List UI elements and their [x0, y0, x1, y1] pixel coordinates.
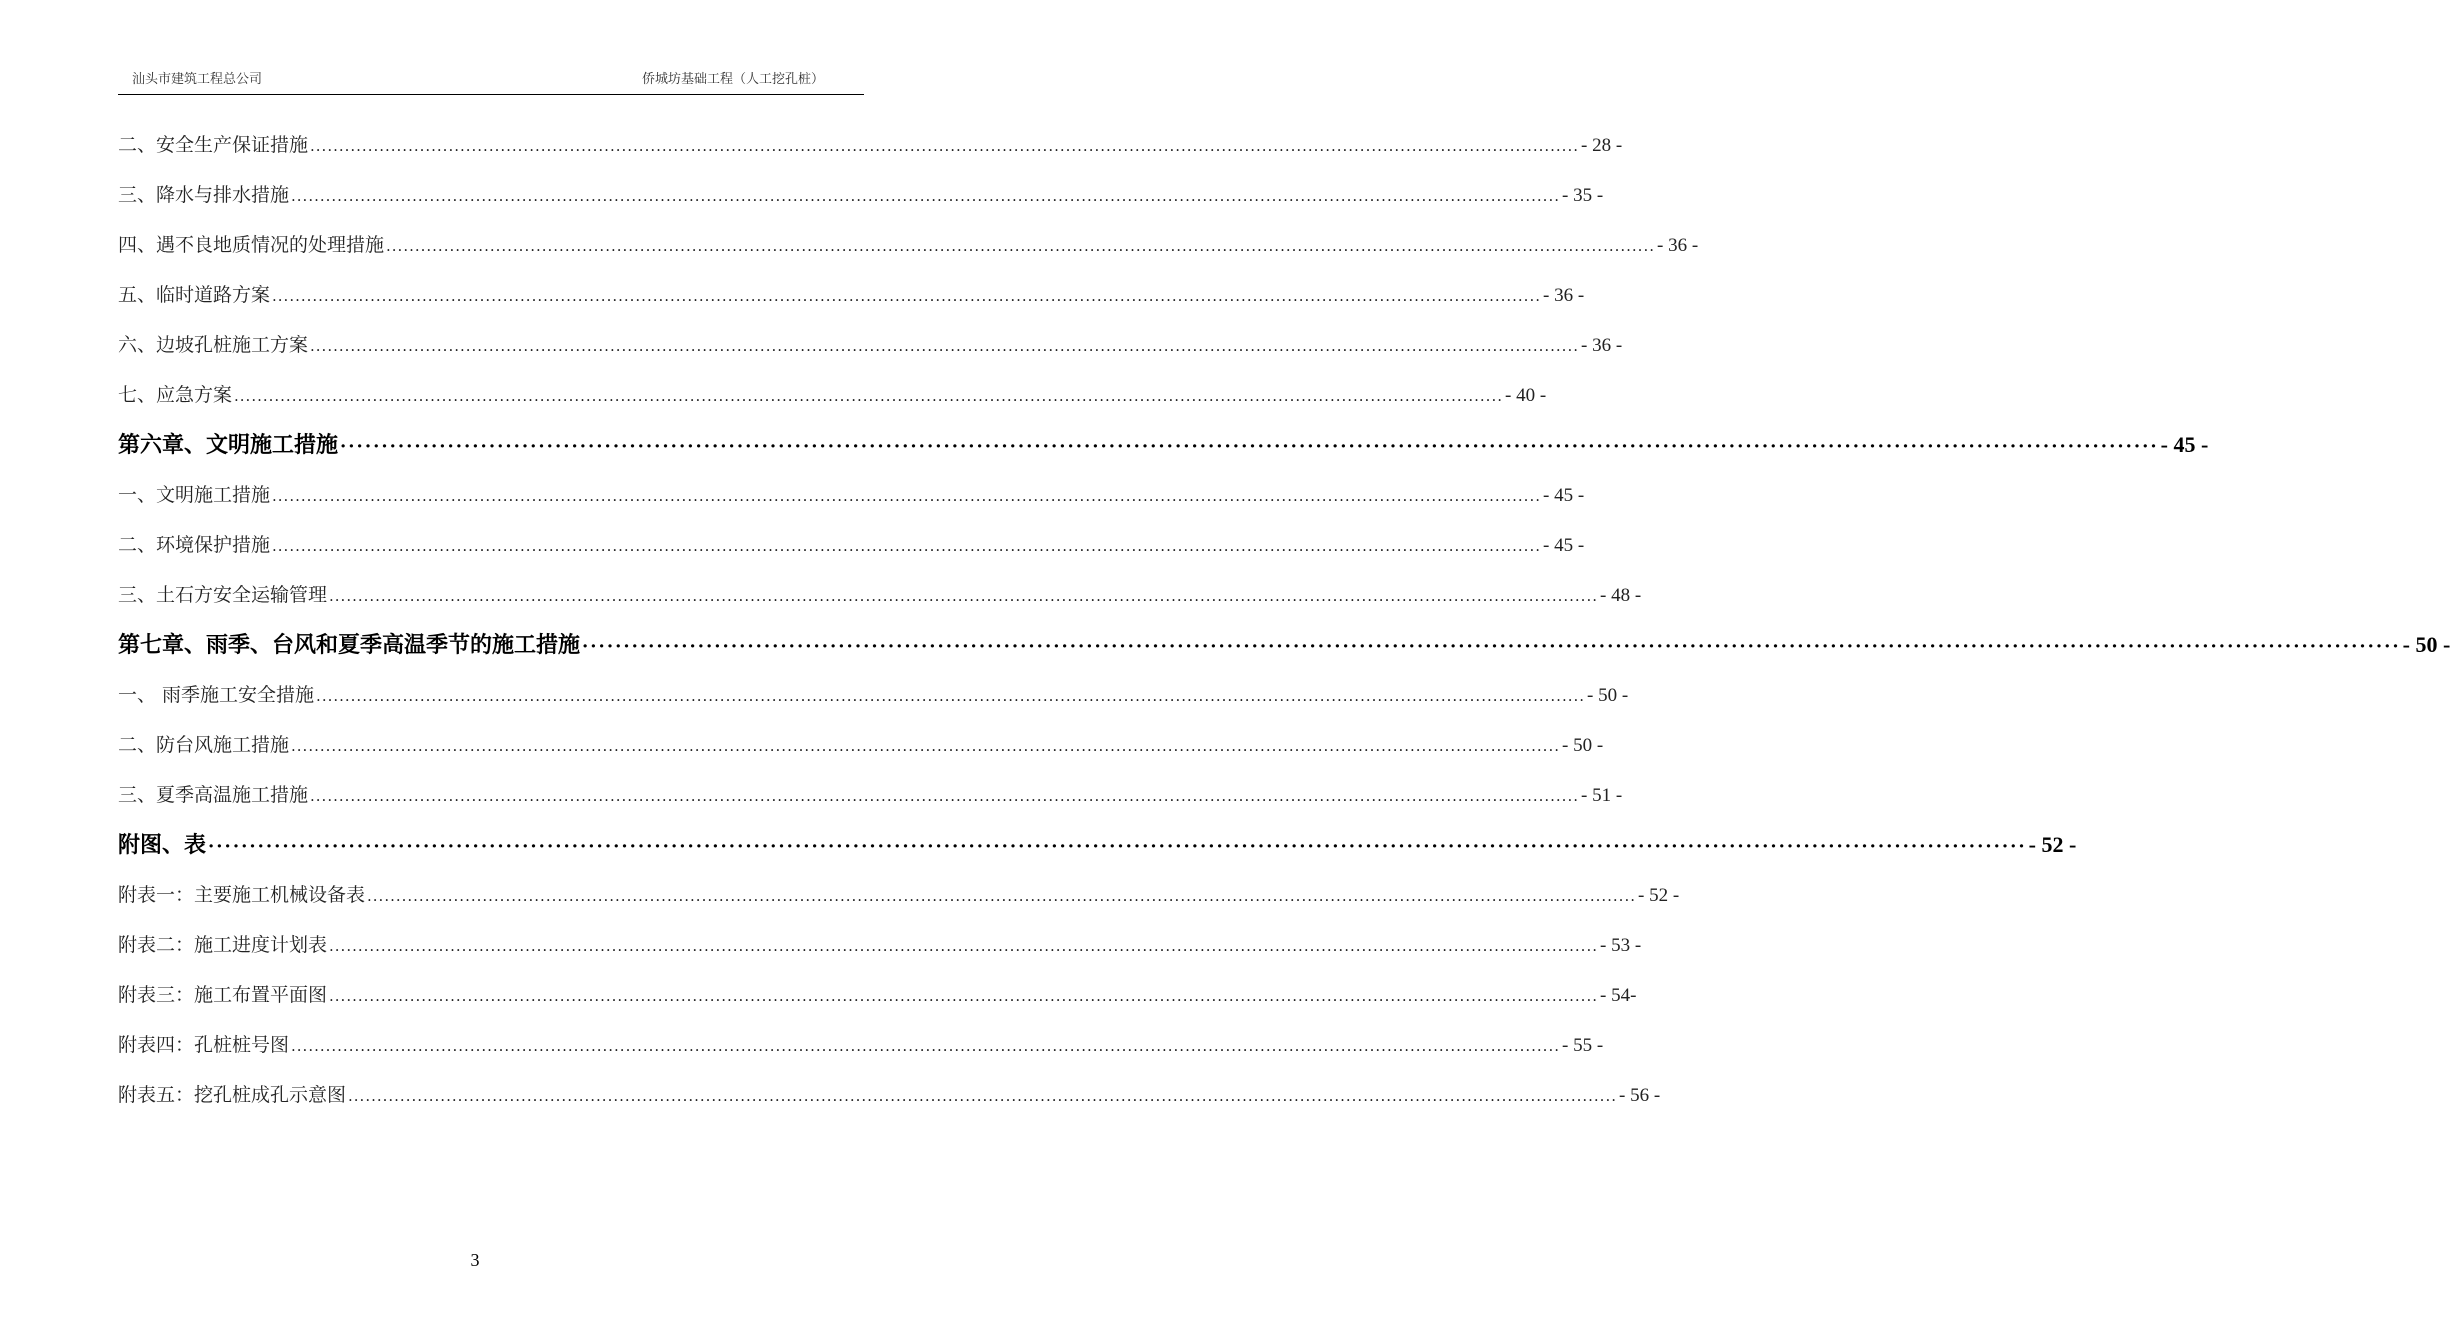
toc-entry-title: 附表三：施工布置平面图: [118, 984, 328, 1006]
toc-entry-page: - 55 -: [1562, 1035, 1604, 1056]
toc-entry-page: - 52 -: [2028, 832, 2077, 857]
toc-dot-leader: ............................................................................................................................................................................................................................: [310, 787, 1579, 805]
toc-entry-page: - 36 -: [1657, 235, 1699, 256]
page-header: [118, 64, 864, 95]
toc-dot-leader: ............................................................................................................................................................................................................................: [348, 1087, 1617, 1105]
toc-entry[interactable]: [118, 978, 1637, 1028]
toc-entry-page: - 45 -: [1543, 485, 1585, 506]
toc-entry-title: 附表一：主要施工机械设备表: [118, 884, 366, 906]
toc-entry[interactable]: [118, 378, 1547, 428]
toc-entry-page: - 48 -: [1600, 585, 1642, 606]
toc-entry-page: - 53 -: [1600, 935, 1642, 956]
toc-chapter-entry[interactable]: [118, 828, 2077, 878]
toc-entry-page: - 52 -: [1638, 885, 1680, 906]
toc-entry-page: - 36 -: [1581, 335, 1623, 356]
table-of-contents: [118, 128, 2450, 1128]
toc-entry-title: 二、防台风施工措施: [118, 734, 290, 756]
toc-entry-title: 三、降水与排水措施: [118, 184, 290, 206]
toc-entry-page: - 56 -: [1619, 1085, 1661, 1106]
toc-dot-leader: ............................................................................................................................................................................................................................: [272, 487, 1541, 505]
toc-dot-leader: ............................................................................................................................................................................................................................: [272, 287, 1541, 305]
toc-dot-leader: ............................................................................................................................................................................................................................: [386, 237, 1655, 255]
toc-entry-title: 二、环境保护措施: [118, 534, 271, 556]
toc-entry-title: 第七章、雨季、台风和夏季高温季节的施工措施: [118, 632, 581, 658]
toc-dot-leader: ............................................................................................................................................................................................................................: [291, 737, 1560, 755]
toc-dot-leader: ............................................................................................................................................................................................................................: [329, 937, 1598, 955]
toc-entry[interactable]: [118, 578, 1642, 628]
toc-dot-leader: ............................................................................................................................................................................................................................: [316, 687, 1586, 705]
toc-entry[interactable]: [118, 228, 1699, 278]
toc-entry-title: 附表二：施工进度计划表: [118, 934, 328, 956]
toc-dot-leader: ............................................................................................................................................................................................................................: [291, 1037, 1560, 1055]
toc-entry[interactable]: [118, 478, 1585, 528]
toc-dot-leader: ····························································································································································································································: [340, 436, 2159, 457]
toc-entry-page: - 40 -: [1505, 385, 1547, 406]
toc-dot-leader: ····························································································································································································································: [582, 636, 2401, 657]
toc-entry[interactable]: [118, 728, 1604, 778]
toc-entry-page: - 54-: [1600, 985, 1637, 1006]
toc-entry-title: 二、安全生产保证措施: [118, 134, 309, 156]
toc-dot-leader: ............................................................................................................................................................................................................................: [234, 387, 1503, 405]
toc-entry[interactable]: [118, 128, 1623, 178]
toc-entry-title: 三、夏季高温施工措施: [118, 784, 309, 806]
toc-entry[interactable]: [118, 678, 1629, 728]
toc-entry-page: - 50 -: [2402, 632, 2450, 657]
toc-dot-leader: ............................................................................................................................................................................................................................: [367, 887, 1636, 905]
toc-entry[interactable]: [118, 1028, 1604, 1078]
toc-entry-title: 七、应急方案: [118, 384, 233, 406]
toc-entry[interactable]: [118, 878, 1680, 928]
toc-dot-leader: ............................................................................................................................................................................................................................: [310, 137, 1579, 155]
toc-entry-page: - 51 -: [1581, 785, 1623, 806]
toc-dot-leader: ............................................................................................................................................................................................................................: [329, 587, 1598, 605]
header-company-name: 汕头市建筑工程总公司: [132, 72, 263, 87]
toc-entry-title: 三、土石方安全运输管理: [118, 584, 328, 606]
toc-entry-page: - 50 -: [1587, 685, 1629, 706]
toc-entry-page: - 50 -: [1562, 735, 1604, 756]
toc-entry-title: 六、边坡孔桩施工方案: [118, 334, 309, 356]
toc-entry-title: 附表四：孔桩桩号图: [118, 1034, 290, 1056]
toc-entry[interactable]: [118, 528, 1585, 578]
page-number: 3: [470, 1250, 480, 1270]
toc-entry[interactable]: [118, 328, 1623, 378]
toc-dot-leader: ····························································································································································································································: [208, 836, 2027, 857]
toc-entry-title: 一、文明施工措施: [118, 484, 271, 506]
toc-entry-title: 第六章、文明施工措施: [118, 432, 339, 458]
toc-entry-page: - 45 -: [1543, 535, 1585, 556]
toc-entry[interactable]: [118, 928, 1642, 978]
toc-entry-page: - 28 -: [1581, 135, 1623, 156]
toc-entry-title: 附图、表: [118, 832, 207, 858]
toc-entry-title: 五、临时道路方案: [118, 284, 271, 306]
toc-entry[interactable]: [118, 178, 1604, 228]
toc-entry[interactable]: [118, 778, 1623, 828]
toc-dot-leader: ............................................................................................................................................................................................................................: [272, 537, 1541, 555]
toc-entry-title: 一、 雨季施工安全措施: [118, 684, 315, 706]
toc-chapter-entry[interactable]: [118, 428, 2209, 478]
toc-entry-page: - 36 -: [1543, 285, 1585, 306]
toc-entry-page: - 35 -: [1562, 185, 1604, 206]
toc-entry-page: - 45 -: [2160, 432, 2209, 457]
toc-dot-leader: ............................................................................................................................................................................................................................: [291, 187, 1560, 205]
toc-entry-title: 四、遇不良地质情况的处理措施: [118, 234, 385, 256]
header-project-name: 侨城坊基础工程（人工挖孔桩）: [641, 72, 824, 87]
toc-chapter-entry[interactable]: [118, 628, 2450, 678]
toc-entry[interactable]: [118, 1078, 1661, 1128]
toc-dot-leader: ............................................................................................................................................................................................................................: [310, 337, 1579, 355]
toc-entry-title: 附表五：挖孔桩成孔示意图: [118, 1084, 347, 1106]
toc-entry[interactable]: [118, 278, 1585, 328]
toc-dot-leader: ............................................................................................................................................................................................................................: [329, 987, 1598, 1005]
